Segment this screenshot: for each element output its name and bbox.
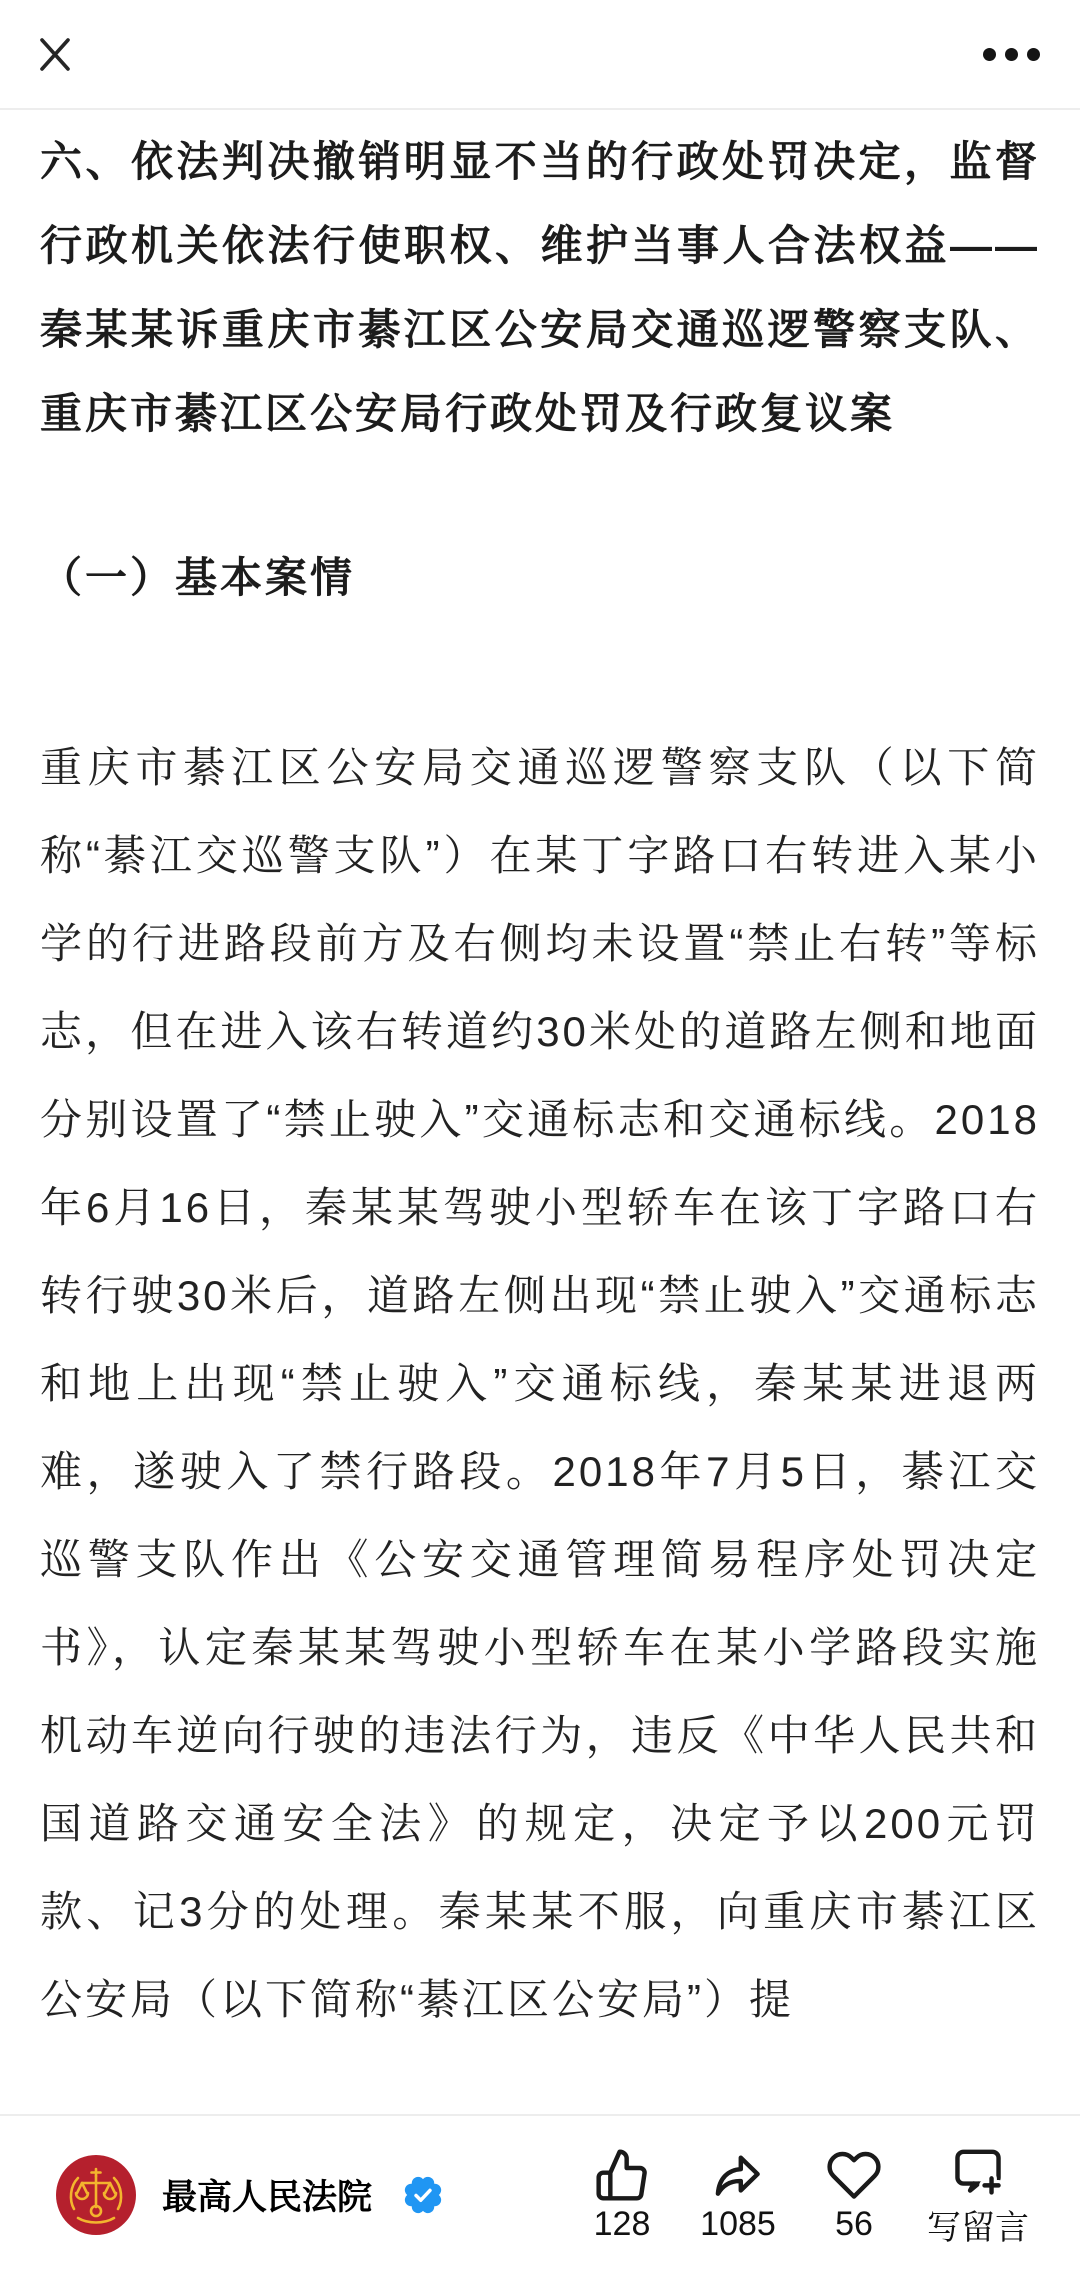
comment-plus-icon <box>950 2142 1006 2198</box>
article-title: 六、依法判决撤销明显不当的行政处罚决定，监督行政机关依法行使职权、维护当事人合法权益——秦某某诉重庆市綦江区公安局交通巡逻警察支队、重庆市綦江区公安局行政处罚及行政复议案 <box>40 138 1040 437</box>
more-button[interactable] <box>983 48 1040 61</box>
top-bar <box>0 0 1080 110</box>
section-heading: （一）基本案情 <box>40 554 356 601</box>
account-link[interactable] <box>56 2155 442 2235</box>
bottom-action-bar <box>0 2114 1080 2274</box>
comment-label: 写留言 <box>927 2208 1029 2247</box>
account-name: 最高人民法院 <box>162 2178 373 2217</box>
verified-badge-icon <box>404 2176 442 2214</box>
close-icon <box>34 33 76 75</box>
close-button[interactable] <box>34 33 76 75</box>
more-icon <box>1005 48 1018 61</box>
share-count: 1085 <box>700 2204 776 2243</box>
article-content <box>0 110 1080 2044</box>
more-icon <box>983 48 996 61</box>
heart-icon <box>826 2147 882 2203</box>
more-icon <box>1027 48 1040 61</box>
share-button[interactable] <box>680 2147 796 2244</box>
favorite-button[interactable] <box>796 2147 912 2244</box>
like-button[interactable] <box>564 2147 680 2244</box>
comment-button[interactable] <box>912 2142 1044 2249</box>
favorite-count: 56 <box>835 2204 873 2243</box>
like-count: 128 <box>593 2204 651 2243</box>
article-body: 重庆市綦江区公安局交通巡逻警察支队（以下简称“綦江交巡警支队”）在某丁字路口右转进入某小学的行进路段前方及右侧均未设置“禁止右转”等标志，但在进入该右转道约30米处的道路左侧和地面分别设置了“禁止驶入”交通标志和交通标线。2018年6月16日，秦某某驾驶小型轿车在该丁字路口右转行驶30米后，道路左侧出现“禁止驶入”交通标志和地上出现“禁止驶入”交通标线，秦某某进退两难，遂驶入了禁行路段。2018年7月5日，綦江交巡警支队作出《公安交通管理简易程序处罚决定书》，认定秦某某驾驶小型轿车在某小学路段实施机动车逆向行驶的违法行为，违反《中华人民共和国道路交通安全法》的规定，决定予以200元罚款、记3分的处理。秦某某不服，向重庆市綦江区公安局（以下简称“綦江区公安局”）提 <box>40 744 1040 2023</box>
thumb-up-icon <box>594 2147 650 2203</box>
action-buttons <box>564 2142 1044 2249</box>
share-arrow-icon <box>710 2147 766 2203</box>
account-avatar <box>56 2155 136 2235</box>
